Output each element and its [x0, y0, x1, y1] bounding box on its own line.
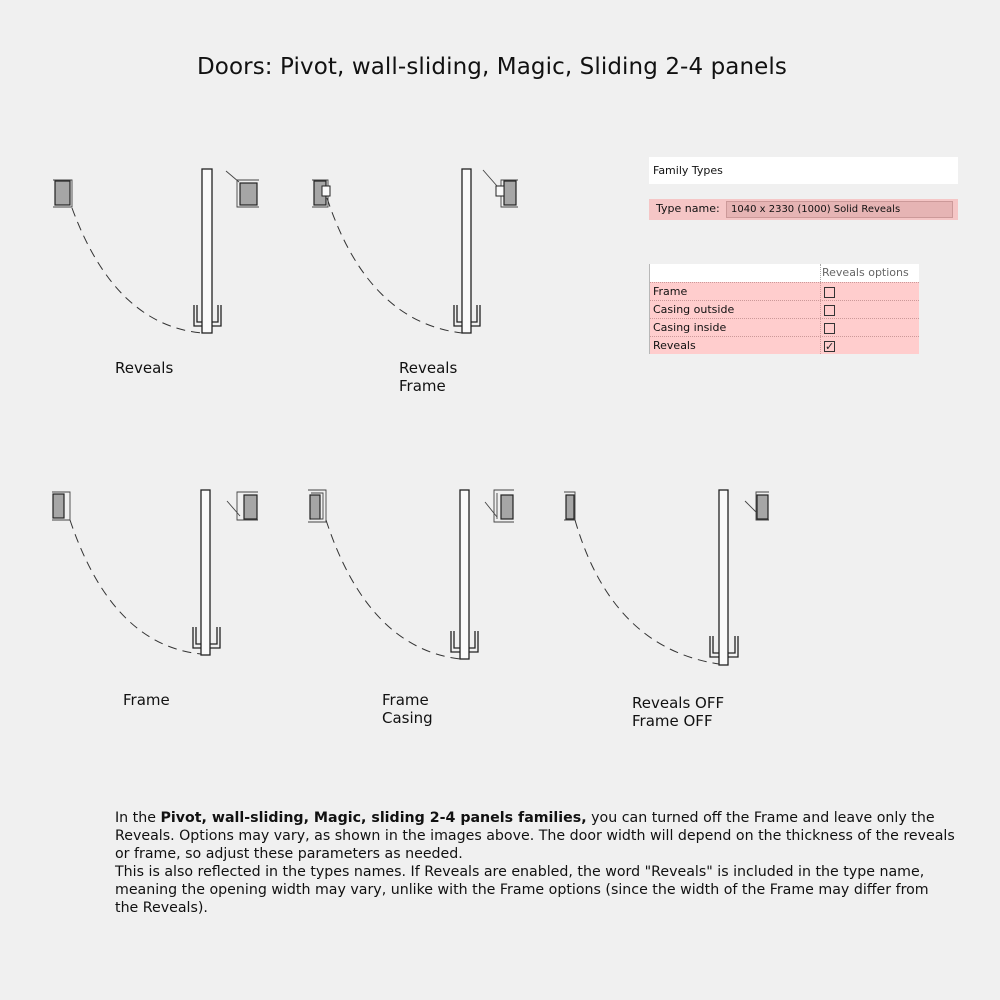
option-row-casing-inside [650, 318, 919, 336]
casing-outside-checkbox[interactable] [824, 305, 835, 316]
door-diagram-reveals-frame [312, 169, 518, 333]
door-diagram-frame-casing [308, 490, 514, 659]
column-header-reveals-options: Reveals options [822, 266, 909, 279]
table-header [650, 264, 919, 282]
type-name-field[interactable]: 1040 x 2330 (1000) Solid Reveals [726, 201, 953, 218]
option-row-frame [650, 282, 919, 300]
option-row-reveals [650, 336, 919, 354]
door-diagram-frame [52, 490, 258, 655]
type-name-label: Type name: [656, 202, 720, 215]
option-row-casing-outside [650, 300, 919, 318]
door-diagram-reveals [53, 169, 259, 333]
door-diagram-reveals-off-frame-off [564, 490, 769, 665]
option-label: Frame [653, 285, 688, 298]
caption-reveals-off-frame-off: Reveals OFF Frame OFF [632, 694, 725, 730]
type-name-row [649, 199, 958, 220]
description-paragraph-1: In the Pivot, wall-sliding, Magic, sliding 2-4 panels families, you can turned off the Frame and leave only the Reveals. Options may vary, as shown in the images above. The door width will depend on the thickness of the reveals or frame, so adjust these parameters as needed. [115, 810, 955, 862]
option-label: Casing outside [653, 303, 735, 316]
caption-reveals: Reveals [115, 359, 174, 377]
frame-checkbox[interactable] [824, 287, 835, 298]
option-label: Casing inside [653, 321, 727, 334]
description-text [115, 809, 955, 917]
caption-frame-casing: Frame Casing [382, 691, 433, 727]
option-label: Reveals [653, 339, 696, 352]
description-paragraph-2: This is also reflected in the types names. If Reveals are enabled, the word "Reveals" is included in the type name, meaning the opening width may vary, unlike with the Frame options (since the width of the Frame may differ from the Reveals). [115, 864, 929, 916]
reveals-checkbox[interactable]: ✓ [825, 340, 835, 353]
caption-reveals-frame: Reveals Frame [399, 359, 458, 395]
family-types-title: Family Types [649, 157, 958, 184]
casing-inside-checkbox[interactable] [824, 323, 835, 334]
reveals-options-table [649, 264, 919, 354]
page-title: Doors: Pivot, wall-sliding, Magic, Sliding 2-4 panels [197, 54, 787, 80]
caption-frame: Frame [123, 691, 170, 709]
